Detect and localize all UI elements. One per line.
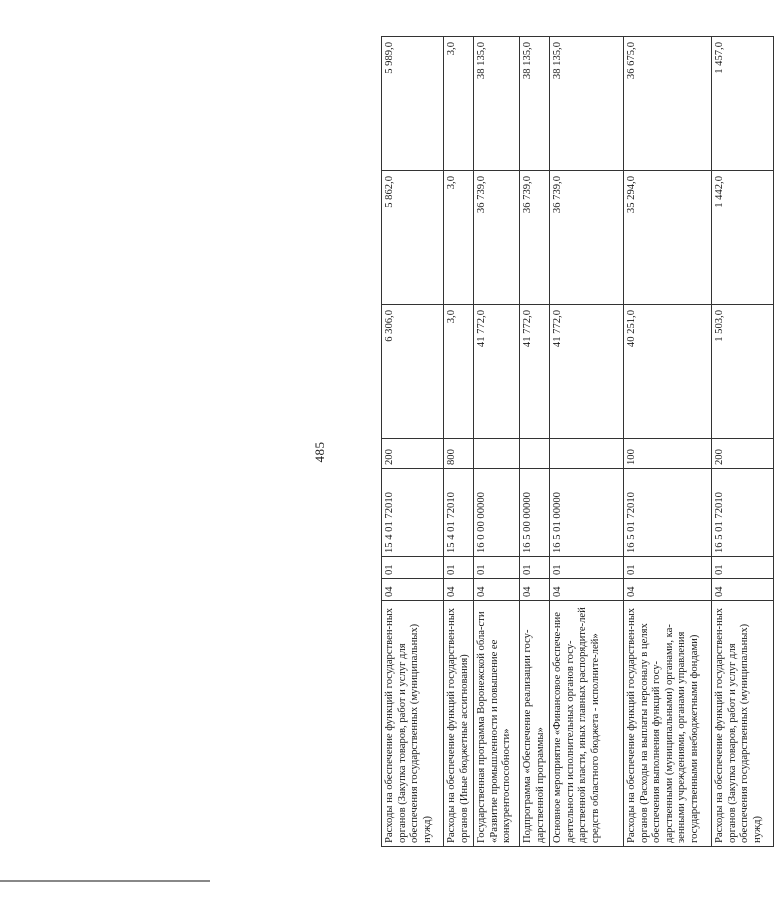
target-article-code: 16 5 01 00000 (550, 469, 624, 557)
amount-year-3: 5 989,0 (382, 37, 444, 171)
row-description: Расходы на обеспечение функций государствен-ных органов (Закупка товаров, работ и услуг для обеспечения государственных (муниципальных) нужд) (712, 601, 774, 847)
budget-table (381, 36, 774, 847)
expense-type-code: 200 (712, 439, 774, 469)
subsection-code: 01 (382, 557, 444, 579)
expense-type-code: 200 (382, 439, 444, 469)
target-article-code: 15 4 01 72010 (382, 469, 444, 557)
row-description: Основное мероприятие «Финансовое обеспече-ние деятельности исполнительных органов госу-дарственной власти, иных главных распорядите-лей средств областного бюджета - исполните-лей» (550, 601, 624, 847)
amount-year-3: 38 135,0 (520, 37, 550, 171)
amount-year-2: 3,0 (444, 171, 474, 305)
amount-year-2: 5 862,0 (382, 171, 444, 305)
row-description: Государственная программа Воронежской обла-сти «Развитие промышленности и повышение ее конкурентоспособности» (474, 601, 520, 847)
amount-year-1: 3,0 (444, 305, 474, 439)
table-row (444, 37, 474, 847)
table-row (550, 37, 624, 847)
amount-year-1: 41 772,0 (520, 305, 550, 439)
section-code: 04 (550, 579, 624, 601)
table-row (520, 37, 550, 847)
amount-year-2: 1 442,0 (712, 171, 774, 305)
target-article-code: 16 0 00 00000 (474, 469, 520, 557)
amount-year-1: 41 772,0 (474, 305, 520, 439)
amount-year-3: 38 135,0 (550, 37, 624, 171)
row-description: Подпрограмма «Обеспечение реализации госу-дарственной программы» (520, 601, 550, 847)
subsection-code: 01 (550, 557, 624, 579)
amount-year-3: 3,0 (444, 37, 474, 171)
target-article-code: 16 5 00 00000 (520, 469, 550, 557)
row-description: Расходы на обеспечение функций государствен-ных органов (Иные бюджетные ассигнования) (444, 601, 474, 847)
page-number: 485 (312, 441, 327, 463)
table-row (474, 37, 520, 847)
section-code: 04 (624, 579, 712, 601)
table-row (624, 37, 712, 847)
subsection-code: 01 (474, 557, 520, 579)
section-code: 04 (474, 579, 520, 601)
amount-year-1: 6 306,0 (382, 305, 444, 439)
amount-year-2: 35 294,0 (624, 171, 712, 305)
row-description: Расходы на обеспечение функций государствен-ных органов (Расходы на выплаты персоналу в целях обеспечения выполнения функций госу-дарственными (муниципальными) органами, ка-зенными учреждениями, органами управления государственными внебюджетными фондами) (624, 601, 712, 847)
section-code: 04 (712, 579, 774, 601)
scan-edge-line (0, 880, 210, 882)
subsection-code: 01 (444, 557, 474, 579)
section-code: 04 (382, 579, 444, 601)
target-article-code: 15 4 01 72010 (444, 469, 474, 557)
subsection-code: 01 (624, 557, 712, 579)
target-article-code: 16 5 01 72010 (624, 469, 712, 557)
budget-table-wrapper (381, 37, 763, 847)
table-row (382, 37, 444, 847)
expense-type-code (550, 439, 624, 469)
expense-type-code (520, 439, 550, 469)
amount-year-1: 1 503,0 (712, 305, 774, 439)
expense-type-code (474, 439, 520, 469)
amount-year-3: 36 675,0 (624, 37, 712, 171)
subsection-code: 01 (712, 557, 774, 579)
section-code: 04 (520, 579, 550, 601)
section-code: 04 (444, 579, 474, 601)
target-article-code: 16 5 01 72010 (712, 469, 774, 557)
amount-year-2: 36 739,0 (520, 171, 550, 305)
row-description: Расходы на обеспечение функций государствен-ных органов (Закупка товаров, работ и услуг для обеспечения государственных (муниципальных) нужд) (382, 601, 444, 847)
expense-type-code: 800 (444, 439, 474, 469)
amount-year-2: 36 739,0 (474, 171, 520, 305)
amount-year-2: 36 739,0 (550, 171, 624, 305)
table-row (712, 37, 774, 847)
amount-year-1: 41 772,0 (550, 305, 624, 439)
expense-type-code: 100 (624, 439, 712, 469)
subsection-code: 01 (520, 557, 550, 579)
amount-year-1: 40 251,0 (624, 305, 712, 439)
amount-year-3: 38 135,0 (474, 37, 520, 171)
amount-year-3: 1 457,0 (712, 37, 774, 171)
